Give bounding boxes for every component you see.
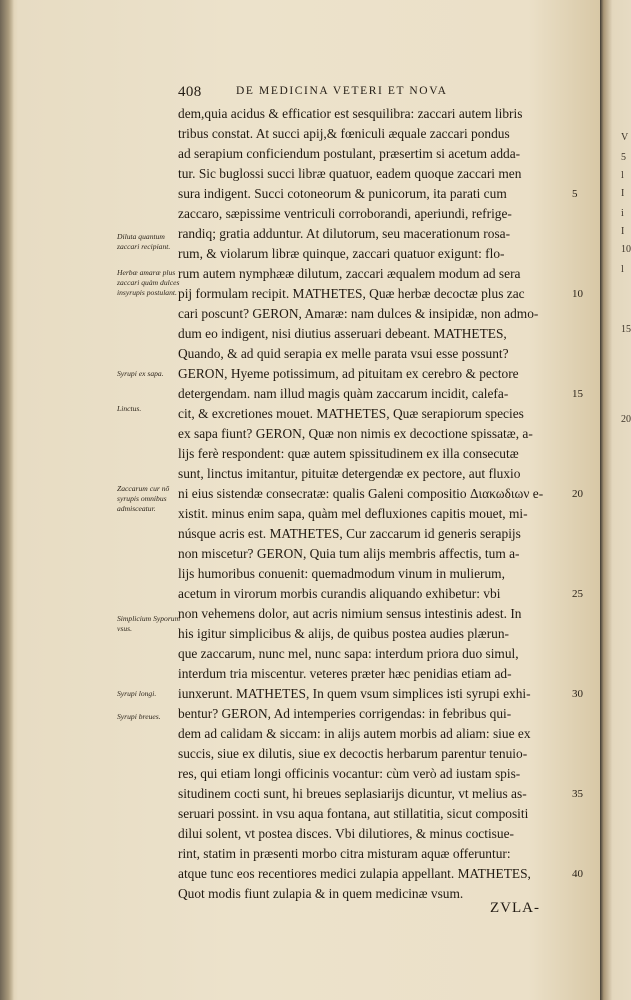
text-line: randiq; gratia adduntur. At dilutorum, seu macerationum rosa- bbox=[178, 226, 511, 241]
adjacent-page-fragment: l bbox=[621, 170, 624, 181]
line-number: 20 bbox=[572, 488, 583, 500]
margin-note: Syrupi breues. bbox=[117, 712, 161, 721]
margin-note: Zaccarum cur nõ syrupis omnibus admisceatur. bbox=[117, 484, 170, 513]
text-line: cari poscunt? GERON, Amaræ: nam dulces & insipidæ, non admo- bbox=[178, 306, 539, 321]
text-line: sunt, linctus imitantur, pituitæ detergendæ ex pectore, aut fluxio bbox=[178, 466, 521, 481]
text-line: Quando, & ad quid serapia ex melle parata vsui esse possunt? bbox=[178, 346, 509, 361]
adjacent-page-fragment: l bbox=[621, 264, 624, 275]
text-line: dem,quia acidus & efficatior est sesquilibra: zaccari autem libris bbox=[178, 106, 523, 121]
text-line: rint, statim in præsenti morbo citra misturam aquæ offeruntur: bbox=[178, 846, 511, 861]
text-line: acetum in virorum morbis curandis aliquando exhibetur: vbi bbox=[178, 586, 501, 601]
line-number: 30 bbox=[572, 688, 583, 700]
line-number: 5 bbox=[572, 188, 578, 200]
adjacent-page-fragment: I bbox=[621, 188, 625, 199]
text-line: Quot modis fiunt zulapia & in quem medicinæ vsum. bbox=[178, 886, 464, 901]
text-line: res, qui etiam longi officinis vocantur: cùm verò ad iustam spis- bbox=[178, 766, 521, 781]
text-line: tur. Sic buglossi succi libræ quatuor, eadem quoque zaccari men bbox=[178, 166, 522, 181]
text-line: iunxerunt. MATHETES, In quem vsum simplices isti syrupi exhi- bbox=[178, 686, 531, 701]
text-line: lijs humoribus conuenit: quemadmodum vinum in mulierum, bbox=[178, 566, 505, 581]
adjacent-page-fragment: 5 bbox=[621, 152, 626, 163]
text-line: xistit. minus enim sapa, quàm mel defluxiones capitis mouet, mi- bbox=[178, 506, 528, 521]
adjacent-page-fragment: i bbox=[621, 208, 624, 219]
text-line: ni eius sistendæ consecratæ: qualis Galeni compositio Διακωδιων e- bbox=[178, 486, 544, 501]
margin-note: Simplicium Syporum vsus. bbox=[117, 614, 181, 633]
line-number: 40 bbox=[572, 868, 583, 880]
text-line: bentur? GERON, Ad intemperies corrigendas: in febribus qui- bbox=[178, 706, 512, 721]
text-line: ex sapa fiunt? GERON, Quæ non nimis ex decoctione spissatæ, a- bbox=[178, 426, 533, 441]
text-line: succis, siue ex dilutis, siue ex decoctis herbarum parentur tenuio- bbox=[178, 746, 528, 761]
text-line: seruari possint. in vsu aqua fontana, aut stillatitia, sicut compositi bbox=[178, 806, 529, 821]
text-line: dem ad calidam & siccam: in alijs autem morbis ad aliam: siue ex bbox=[178, 726, 531, 741]
text-line: non miscetur? GERON, Quia tum alijs membris affectis, tum a- bbox=[178, 546, 520, 561]
margin-note: Linctus. bbox=[117, 404, 142, 413]
line-number: 15 bbox=[572, 388, 583, 400]
text-line: núsque acris est. MATHETES, Cur zaccarum id generis serapijs bbox=[178, 526, 521, 541]
margin-note: Herbæ amaræ plus zaccari quàm dulces insyrupis postulant. bbox=[117, 268, 180, 297]
text-line: atque tunc eos recentiores medici zulapia appellant. MATHETES, bbox=[178, 866, 531, 881]
text-line: que zaccarum, nunc mel, nunc sapa: interdum priora duo simul, bbox=[178, 646, 519, 661]
text-line: tribus constat. At succi apij,& fœniculi æquale zaccari pondus bbox=[178, 126, 510, 141]
line-number: 25 bbox=[572, 588, 583, 600]
adjacent-page-fragment: 15 bbox=[621, 324, 631, 335]
adjacent-page-fragment: I bbox=[621, 226, 625, 237]
line-number: 10 bbox=[572, 288, 583, 300]
adjacent-page-fragment: 20 bbox=[621, 414, 631, 425]
text-line: GERON, Hyeme potissimum, ad pituitam ex cerebro & pectore bbox=[178, 366, 519, 381]
text-line: rum, & violarum libræ quinque, zaccari quatuor exigunt: flo- bbox=[178, 246, 505, 261]
text-line: dilui solent, vt postea disces. Vbi dilutiores, & minus coctisue- bbox=[178, 826, 514, 841]
running-title: DE MEDICINA VETERI ET NOVA bbox=[236, 85, 448, 97]
text-line: interdum tria miscentur. veteres præter hæc penidias etiam ad- bbox=[178, 666, 512, 681]
adjacent-page-fragment: 10 bbox=[621, 244, 631, 255]
page-number: 408 bbox=[178, 84, 202, 100]
adjacent-page-edge bbox=[600, 0, 631, 1000]
running-head bbox=[178, 84, 578, 102]
text-line: detergendam. nam illud magis quàm zaccarum incidit, calefa- bbox=[178, 386, 509, 401]
text-line: zaccaro, sæpissime ventriculi corroborandi, aperiundi, refrige- bbox=[178, 206, 512, 221]
text-line: rum autem nymphææ dilutum, zaccari æqualem modum ad sera bbox=[178, 266, 521, 281]
text-line: situdinem cocti sunt, hi breues seplasiarijs dicuntur, vt melius as- bbox=[178, 786, 527, 801]
text-line: his igitur simplicibus & alijs, de quibus postea audies plærun- bbox=[178, 626, 510, 641]
margin-note: Diluta quantum zaccari recipiant. bbox=[117, 232, 171, 251]
line-number: 35 bbox=[572, 788, 583, 800]
text-line: sura indigent. Succi cotoneorum & punicorum, ita parati cum bbox=[178, 186, 507, 201]
margin-note: Syrupi ex sapa. bbox=[117, 369, 164, 378]
text-line: ad serapium conficiendum postulant, præsertim si acetum adda- bbox=[178, 146, 521, 161]
text-line: dum eo indigent, nisi diutius asseruari debeant. MATHETES, bbox=[178, 326, 507, 341]
text-line: cit, & excretiones mouet. MATHETES, Quæ serapiorum species bbox=[178, 406, 524, 421]
text-line: lijs ferè respondent: quæ autem spissitudinem ex illa consecutæ bbox=[178, 446, 519, 461]
book-binding-shadow bbox=[0, 0, 14, 1000]
text-line: pij formulam recipit. MATHETES, Quæ herbæ decoctæ plus zac bbox=[178, 286, 525, 301]
catchword: ZVLA- bbox=[490, 900, 540, 916]
adjacent-page-fragment: V bbox=[621, 132, 629, 143]
text-line: non vehemens dolor, aut acris nimium sensus intestinis adest. In bbox=[178, 606, 522, 621]
margin-note: Syrupi longi. bbox=[117, 689, 157, 698]
